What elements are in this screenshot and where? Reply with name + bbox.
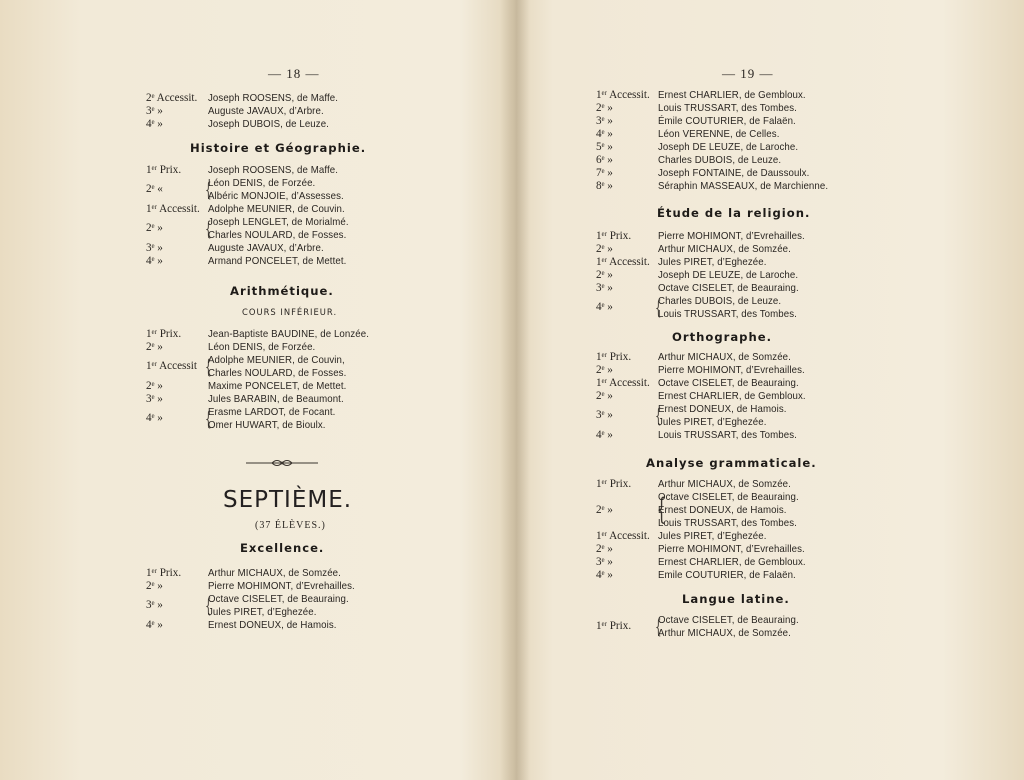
brace-icon: { — [205, 354, 212, 378]
section-heading: Langue latine. — [682, 592, 790, 606]
section-subtitle: COURS INFÉRIEUR. — [242, 307, 338, 317]
left-page: — 18 — 2ᵉ Accessit. Joseph ROOSENS, de Maffe. 3ᵉ » Auguste JAVAUX, d’Arbre. 4ᵉ » Joseph DUBOIS, de Leuze. Histoire et Géographie. 1ᵉʳ Prix. Joseph ROOSENS, de Maffe. 2ᵉ « { Léon DENIS, de Forzée. Albéric MONJOIE, d’Assesses. 1ᵉʳ Accessit. Adolphe MEUNIER, de Couvin. 2ᵉ » { Joseph LENGLET, de Morialmé. Charles NOULARD, de Fosses. 3ᵉ » Auguste JAVAUX, d’Arbre. 4ᵉ » Armand PONCELET, de Mettet. Arithmétique. COURS INFÉRIEUR. 1ᵉʳ Prix. Jean-Baptiste BAUDINE, de Lonzée. 2ᵉ » Léon DENIS, de Forzée. 1ᵉʳ Accessit { Adolphe MEUNIER, de Couvin, Charles NOULARD, de Fosses. 2ᵉ » Maxime PONCELET, de Mettet. 3ᵉ » Jules BARABIN, de Beaumont. 4ᵉ » { Erasme LARDOT, de Focant. Omer HUWART, de Bioulx. SEPTIÈME. (37 ÉLÈVES.) Excellence. 1ᵉʳ Prix. Arthur MICHAUX, de Somzée. 2ᵉ » Pierre MOHIMONT, d’Evrehailles. 3ᵉ » { Octave CISELET, de Beauraing. Jules PIRET, d’Eghezée. 4ᵉ » Ernest DONEUX, de Hamois. — [146, 66, 369, 631]
section-heading: Arithmétique. — [230, 284, 334, 298]
ornament-divider-icon — [244, 458, 320, 468]
brace-icon: { — [205, 177, 212, 201]
section-heading: Orthographe. — [672, 330, 772, 344]
right-page: — 19 — 1ᵉʳ Accessit. Ernest CHARLIER, de Gembloux. 2ᵉ » Louis TRUSSART, des Tombes. 3ᵉ » Émile COUTURIER, de Falaën. 4ᵉ » Léon VERENNE, de Celles. 5ᵉ » Joseph DE LEUZE, de Laroche. 6ᵉ » Charles DUBOIS, de Leuze. 7ᵉ » Joseph FONTAINE, de Daussoulx. 8ᵉ » Séraphin MASSEAUX, de Marchienne. Étude de la religion. 1ᵉʳ Prix. Pierre MOHIMONT, d’Evrehailles. 2ᵉ » Arthur MICHAUX, de Somzée. 1ᵉʳ Accessit. Jules PIRET, d’Eghezée. 2ᵉ » Joseph DE LEUZE, de Laroche. 3ᵉ » Octave CISELET, de Beauraing. 4ᵉ » { Charles DUBOIS, de Leuze. Louis TRUSSART, des Tombes. Orthographe. 1ᵉʳ Prix. Arthur MICHAUX, de Somzée. 2ᵉ » Pierre MOHIMONT, d’Evrehailles. 1ᵉʳ Accessit. Octave CISELET, de Beauraing. 2ᵉ » Ernest CHARLIER, de Gembloux. 3ᵉ » { Ernest DONEUX, de Hamois. Jules PIRET, d’Eghezée. 4ᵉ » Louis TRUSSART, des Tombes. Analyse grammaticale. 1ᵉʳ Prix. Arthur MICHAUX, de Somzée. 2ᵉ » { Octave CISELET, de Beauraing. Ernest DONEUX, de Hamois. Louis TRUSSART, des Tombes. 1ᵉʳ Accessit. Jules PIRET, d’Eghezée. 2ᵉ » Pierre MOHIMONT, d’Evrehailles. 3ᵉ » Ernest CHARLIER, de Gembloux. 4ᵉ » Emile COUTURIER, de Falaën. Langue latine. 1ᵉʳ Prix. { Octave CISELET, de Beauraing. Arthur MICHAUX, de Somzée. — [596, 66, 829, 639]
section-heading: Histoire et Géographie. — [190, 141, 367, 155]
brace-icon: { — [655, 295, 662, 319]
page-title: SEPTIÈME. — [223, 487, 353, 513]
section-heading: Analyse grammaticale. — [646, 456, 817, 470]
brace-icon: { — [205, 406, 212, 430]
section-heading: Étude de la religion. — [657, 206, 811, 220]
brace-icon: { — [656, 492, 667, 527]
brace-icon: { — [655, 403, 662, 427]
brace-icon: { — [205, 216, 212, 240]
brace-icon: { — [655, 614, 662, 638]
section-heading: Excellence. — [240, 541, 325, 555]
page-number: — 19 — — [722, 66, 774, 81]
brace-icon: { — [205, 593, 212, 617]
student-count: (37 ÉLÈVES.) — [255, 520, 326, 531]
page-number: — 18 — — [268, 66, 320, 81]
